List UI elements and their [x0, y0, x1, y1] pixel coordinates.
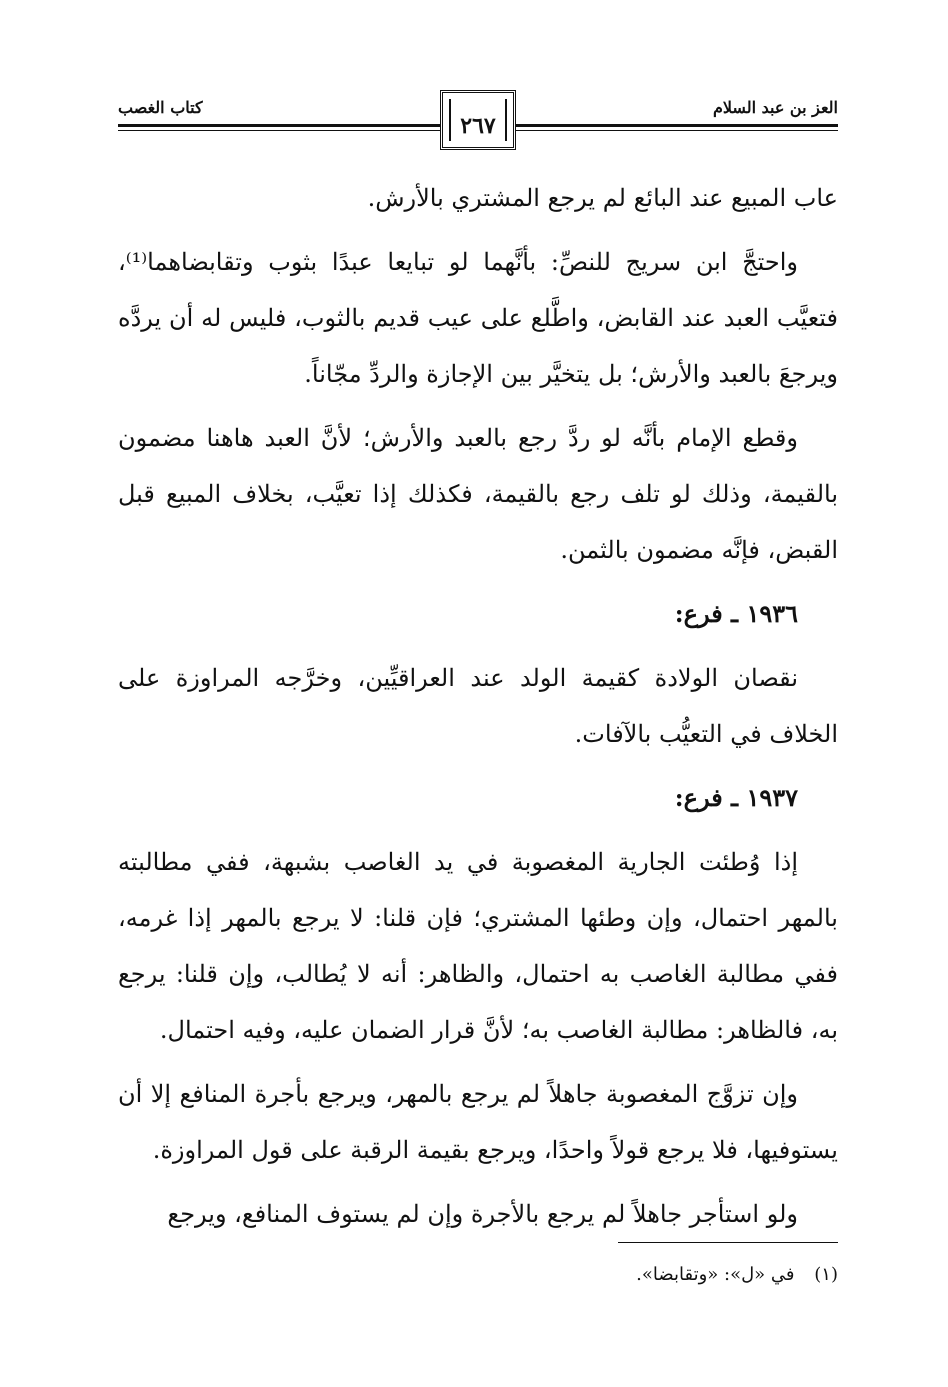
section-heading: ١٩٣٦ ـ فرع:: [674, 599, 798, 628]
page-header: [118, 88, 838, 158]
footnote: [118, 1264, 838, 1285]
main-text: [118, 170, 838, 1250]
paragraph: نقصان الولادة كقيمة الولد عند العراقيِّين، وخرَّجه المراوزة على الخلاف في التعيُّب بالآفات.: [118, 664, 838, 748]
paragraph: عاب المبيع عند البائع لم يرجع المشتري بالأرش.: [367, 184, 838, 212]
footnote-number: (١): [814, 1264, 838, 1285]
running-head-author: العز بن عبد السلام: [712, 98, 838, 117]
paragraph: وإن تزوَّج المغصوبة جاهلاً لم يرجع بالمهر، ويرجع بأجرة المنافع إلا أن يستوفيها، فلا يرجع قولاً واحدًا، ويرجع بقيمة الرقبة على قول المراوزة.: [118, 1080, 838, 1164]
page-number: ٢٦٧: [460, 113, 496, 139]
page-number-box: [440, 90, 516, 150]
paragraph: إذا وُطئت الجارية المغصوبة في يد الغاصب بشبهة، ففي مطالبته بالمهر احتمال، وإن وطئها المشتري؛ فإن قلنا: لا يرجع بالمهر إذا غرمه، ففي مطالبة الغاصب به احتمال، والظاهر: أنه لا يُطالب، وإن قلنا: يرجع به، فالظاهر: مطالبة الغاصب به؛ لأنَّ قرار الضمان عليه، وفيه احتمال.: [118, 848, 838, 1044]
running-head-book: كتاب الغصب: [118, 98, 203, 117]
paragraph: وقطع الإمام بأنَّه لو ردَّ رجع بالعبد والأرش؛ لأنَّ العبد هاهنا مضمون بالقيمة، وذلك لو تلف رجع بالقيمة، فكذلك إذا تعيَّب، بخلاف المبيع قبل القبض، فإنَّه مضمون بالثمن.: [118, 424, 838, 564]
footnote-text: في «ل»: «وتقابضا».: [636, 1264, 795, 1285]
footnote-separator: [618, 1242, 838, 1243]
paragraph: ولو استأجر جاهلاً لم يرجع بالأجرة وإن لم يستوف المنافع، ويرجع: [167, 1200, 798, 1228]
section-heading: ١٩٣٧ ـ فرع:: [674, 783, 798, 812]
paragraph: واحتجَّ ابن سريج للنصِّ: بأنَّهما لو تبايعا عبدًا بثوب وتقابضاهما⁽¹⁾، فتعيَّب العبد عند القابض، واطَّلع على عيب قديم بالثوب، فليس له أن يردَّه ويرجعَ بالعبد والأرش؛ بل يتخيَّر بين الإجازة والردِّ مجّاناً.: [118, 248, 838, 388]
